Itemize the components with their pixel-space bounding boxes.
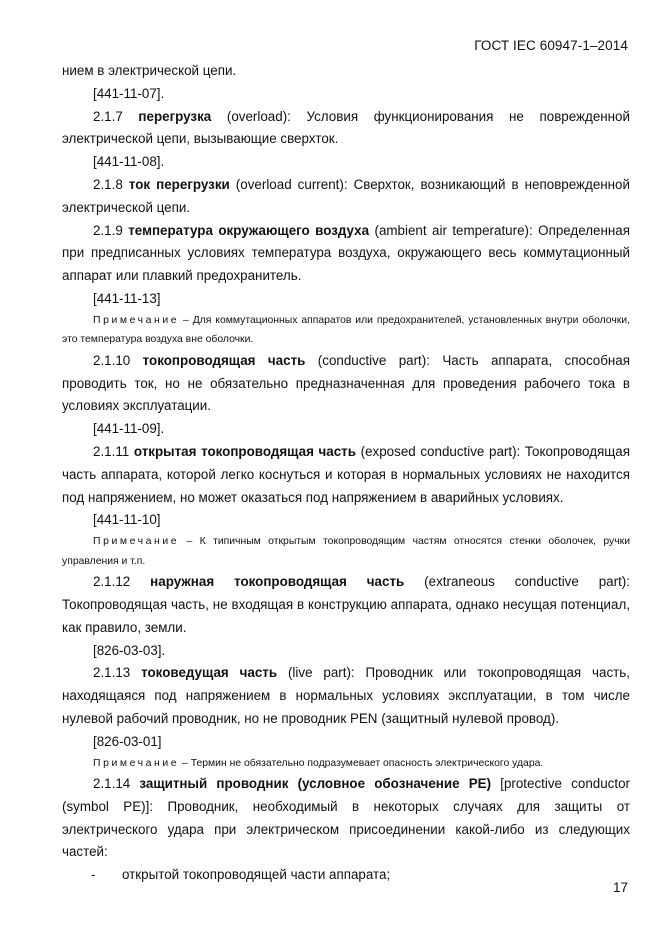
term: температура окружающего воздуха — [128, 222, 370, 238]
term: наружная токопроводящая часть — [150, 574, 405, 590]
term-definition-2-1-7: 2.1.7 перегрузка (overload): Условия функционирования не поврежденной электрической цепи, вызывающие сверхток. — [62, 108, 630, 147]
term: токопроводящая часть — [142, 352, 306, 368]
reference: [826-03-03]. — [93, 642, 166, 658]
reference: [441-11-07]. — [93, 85, 165, 101]
reference: [826-03-01] — [93, 733, 162, 749]
term-definition-2-1-10: 2.1.10 токопроводящая часть (conductive part): Часть аппарата, способная проводить ток, но не обязательно предназначенная для проведения рабочего тока в условиях эксплуатации. — [62, 352, 630, 414]
note: Примечание – К типичным открытым токопроводящим частям относятся стенки оболочек, ручки управления и т.п. — [62, 536, 630, 567]
term: перегрузка — [138, 108, 212, 124]
term: открытая токопроводящая часть — [133, 443, 356, 459]
term: ток перегрузки — [128, 176, 230, 192]
term: токоведущая часть — [141, 665, 278, 681]
term-definition-2-1-14: 2.1.14 защитный проводник (условное обозначение PE) [protective conductor (symbol PE)]: Проводник, необходимый в некоторых случаях для защиты от электрического удара при электрическом присоединении какой-либо из следующих частей: — [62, 776, 630, 860]
reference: [441-11-08]. — [93, 154, 165, 170]
note: Примечание – Для коммутационных аппаратов или предохранителей, установленных внутри оболочки, это температура воздуха вне оболочки. — [62, 314, 630, 346]
dash-marker: - — [91, 867, 96, 883]
note: Примечание – Термин не обязательно подразумевает опасность электрического удара. — [93, 757, 544, 769]
list-item: - открытой токопроводящей части аппарата; — [62, 864, 630, 887]
reference: [441-11-09]. — [93, 421, 165, 437]
term: защитный проводник (условное обозначение PE) — [139, 776, 492, 792]
term-definition-2-1-9: 2.1.9 температура окружающего воздуха (ambient air temperature): Определенная при предписанных условиях температура воздуха, окружающего весь коммутационный аппарат или плавкий предохранитель. — [62, 222, 630, 284]
paragraph-continuation: нием в электрической цепи. — [62, 63, 237, 78]
reference: [441-11-10] — [93, 512, 161, 528]
term-definition-2-1-11: 2.1.11 открытая токопроводящая часть (exposed conductive part): Токопроводящая часть аппарата, которой легко коснуться и которая в нормальных условиях не находится под напряжением, но может оказаться под напряжением в аварийных условиях. — [62, 443, 630, 505]
page-number: 17 — [612, 880, 628, 895]
document-body — [62, 60, 630, 887]
term-definition-2-1-8: 2.1.8 ток перегрузки (overload current): Сверхток, возникающий в неповрежденной электрической цепи. — [62, 176, 630, 215]
reference: [441-11-13] — [93, 290, 161, 306]
document-header: ГОСТ IEC 60947-1–2014 — [474, 38, 628, 53]
term-definition-2-1-12: 2.1.12 наружная токопроводящая часть (extraneous conductive part): Токопроводящая часть, не входящая в конструкцию аппарата, однако несущая потенциал, как правило, земли. — [62, 574, 630, 635]
term-definition-2-1-13: 2.1.13 токоведущая часть (live part): Проводник или токопроводящая часть, находящаяся под напряжением в нормальных условиях эксплуатации, в том числе нулевой рабочий проводник, но не проводник PEN (защитный нулевой провод). — [62, 665, 630, 726]
